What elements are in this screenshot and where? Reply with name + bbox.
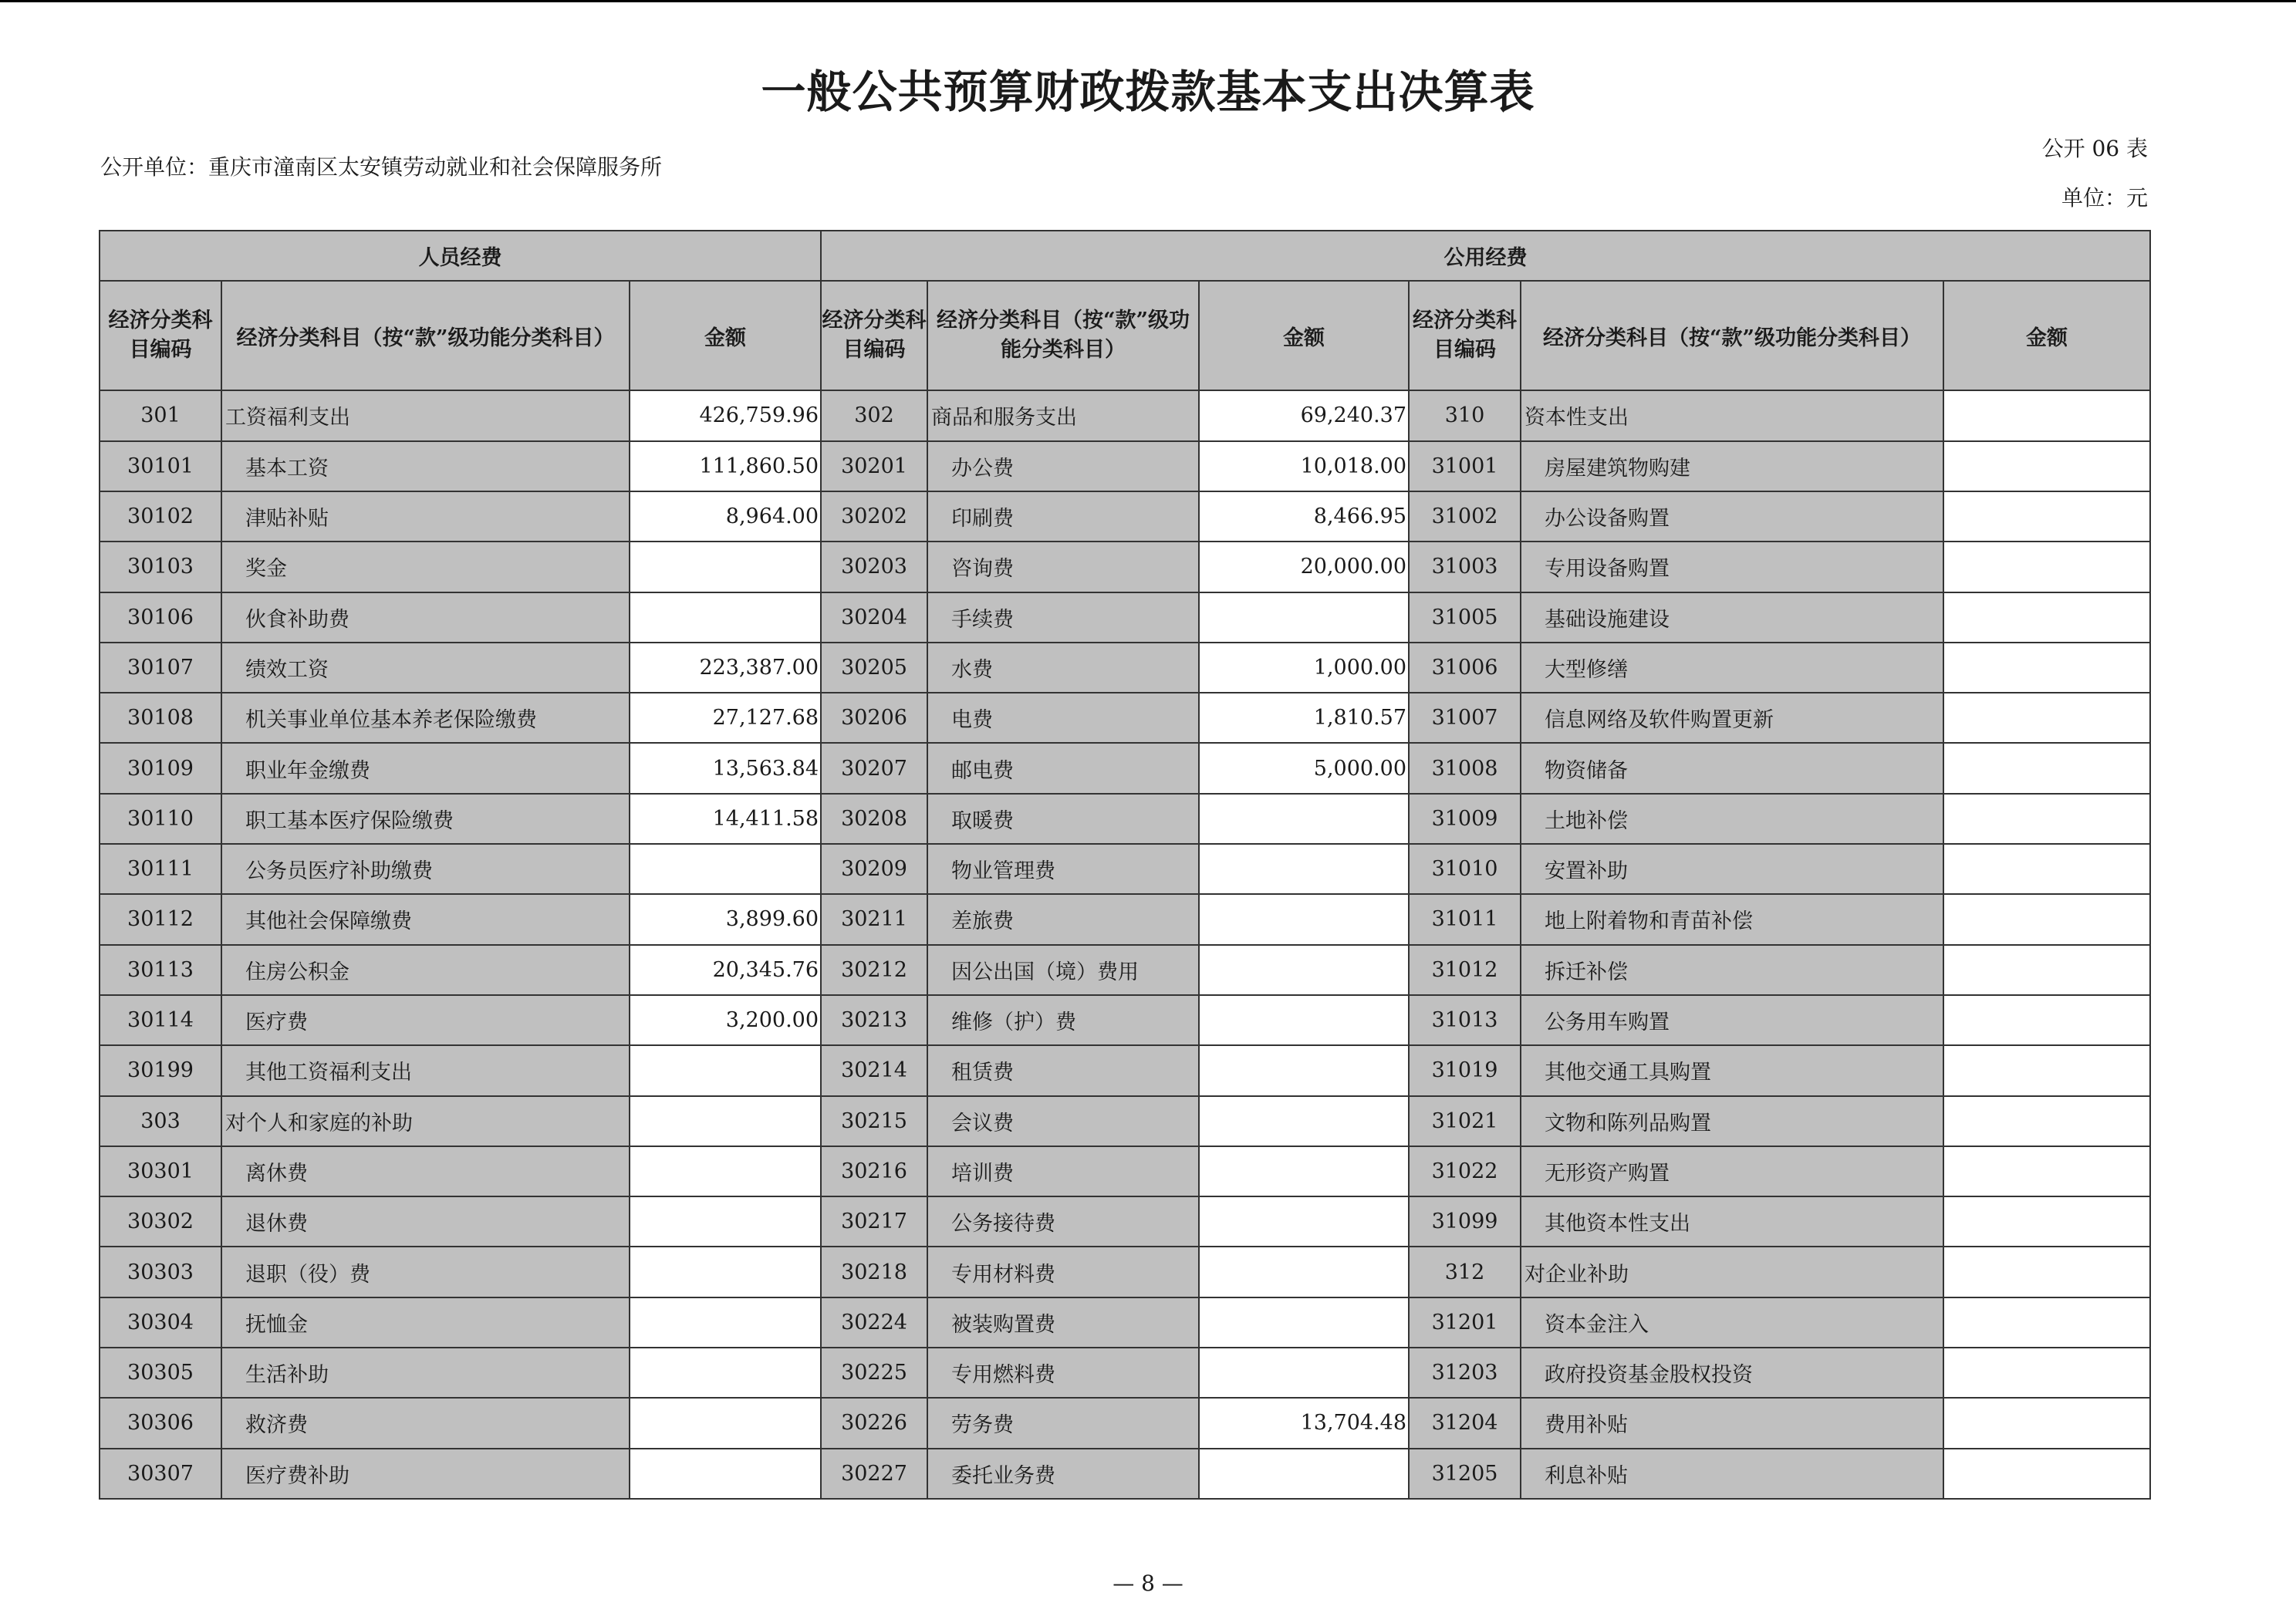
amount-cell: 69,240.37: [1199, 390, 1409, 440]
amount-cell: [1199, 1348, 1409, 1398]
table-row: [100, 995, 2150, 1045]
code-cell: 30107: [100, 643, 221, 693]
name-cell: 公务员医疗补助缴费: [221, 844, 630, 894]
page-title: 一般公共预算财政拨款基本支出决算表: [761, 66, 1535, 118]
amount-cell: 13,704.48: [1199, 1398, 1409, 1448]
name-cell: 基本工资: [221, 441, 630, 491]
table-body: [100, 231, 2150, 1499]
code-cell: 30215: [821, 1096, 927, 1146]
name-cell: 抚恤金: [221, 1297, 630, 1348]
name-cell: 绩效工资: [221, 643, 630, 693]
amount-cell: [1943, 1045, 2150, 1095]
name-cell: 无形资产购置: [1521, 1146, 1943, 1196]
name-cell: 手续费: [927, 592, 1199, 643]
name-cell: 职业年金缴费: [221, 743, 630, 793]
amount-cell: [1943, 794, 2150, 844]
name-cell: 被装购置费: [927, 1297, 1199, 1348]
amount-cell: 27,127.68: [630, 693, 821, 743]
disclosure-unit: 公开单位：重庆市潼南区太安镇劳动就业和社会保障服务所: [100, 154, 663, 180]
code-cell: 31001: [1409, 441, 1521, 491]
code-cell: 30113: [100, 945, 221, 995]
name-cell: 奖金: [221, 542, 630, 592]
code-cell: 30208: [821, 794, 927, 844]
code-column-header: 经济分类科目编码: [821, 281, 927, 390]
name-cell: 培训费: [927, 1146, 1199, 1196]
name-cell: 咨询费: [927, 542, 1199, 592]
name-cell: 办公费: [927, 441, 1199, 491]
amount-column-header: 金额: [1943, 281, 2150, 390]
name-cell: 专用设备购置: [1521, 542, 1943, 592]
name-cell: 对企业补助: [1521, 1247, 1943, 1297]
table-row: [100, 441, 2150, 491]
amount-cell: [1943, 1096, 2150, 1146]
amount-cell: 8,466.95: [1199, 491, 1409, 542]
code-cell: 30211: [821, 894, 927, 944]
amount-cell: 1,810.57: [1199, 693, 1409, 743]
amount-cell: [1943, 945, 2150, 995]
amount-cell: [630, 1096, 821, 1146]
name-cell: 政府投资基金股权投资: [1521, 1348, 1943, 1398]
code-cell: 30206: [821, 693, 927, 743]
name-cell: 其他工资福利支出: [221, 1045, 630, 1095]
code-cell: 31012: [1409, 945, 1521, 995]
code-cell: 30209: [821, 844, 927, 894]
code-cell: 30103: [100, 542, 221, 592]
table-row: [100, 1196, 2150, 1247]
amount-column-header: 金额: [1199, 281, 1409, 390]
header-row-groups: [100, 231, 2150, 281]
amount-cell: [630, 1196, 821, 1247]
name-cell: 水费: [927, 643, 1199, 693]
amount-cell: [1199, 1196, 1409, 1247]
code-cell: 31013: [1409, 995, 1521, 1045]
code-column-header: 经济分类科目编码: [100, 281, 221, 390]
table-row: [100, 542, 2150, 592]
code-column-header: 经济分类科目编码: [1409, 281, 1521, 390]
name-cell: 救济费: [221, 1398, 630, 1448]
amount-cell: [1199, 1096, 1409, 1146]
code-cell: 30109: [100, 743, 221, 793]
code-cell: 30302: [100, 1196, 221, 1247]
amount-cell: [1943, 1348, 2150, 1398]
name-cell: 劳务费: [927, 1398, 1199, 1448]
amount-cell: 426,759.96: [630, 390, 821, 440]
amount-cell: 20,000.00: [1199, 542, 1409, 592]
amount-cell: [1199, 945, 1409, 995]
amount-cell: [1199, 1146, 1409, 1196]
amount-cell: [630, 1449, 821, 1499]
code-cell: 30218: [821, 1247, 927, 1297]
amount-cell: 111,860.50: [630, 441, 821, 491]
amount-cell: [1199, 592, 1409, 643]
name-cell: 工资福利支出: [221, 390, 630, 440]
code-cell: 30212: [821, 945, 927, 995]
amount-cell: [1199, 844, 1409, 894]
code-cell: 31008: [1409, 743, 1521, 793]
name-cell: 信息网络及软件购置更新: [1521, 693, 1943, 743]
code-cell: 301: [100, 390, 221, 440]
code-cell: 31021: [1409, 1096, 1521, 1146]
amount-cell: [1943, 995, 2150, 1045]
name-cell: 委托业务费: [927, 1449, 1199, 1499]
code-cell: 31010: [1409, 844, 1521, 894]
code-cell: 30305: [100, 1348, 221, 1398]
name-cell: 租赁费: [927, 1045, 1199, 1095]
code-cell: 30217: [821, 1196, 927, 1247]
code-cell: 303: [100, 1096, 221, 1146]
name-cell: 医疗费: [221, 995, 630, 1045]
code-cell: 30214: [821, 1045, 927, 1095]
amount-cell: [1943, 1398, 2150, 1448]
code-cell: 31203: [1409, 1348, 1521, 1398]
amount-cell: [1943, 643, 2150, 693]
code-cell: 30112: [100, 894, 221, 944]
public-expense-header: 公用经费: [821, 231, 2150, 281]
code-cell: 31006: [1409, 643, 1521, 693]
code-cell: 31205: [1409, 1449, 1521, 1499]
amount-cell: 10,018.00: [1199, 441, 1409, 491]
name-cell: 公务用车购置: [1521, 995, 1943, 1045]
table-row: [100, 794, 2150, 844]
amount-cell: 5,000.00: [1199, 743, 1409, 793]
name-column-header: 经济分类科目（按“款”级功能分类科目）: [221, 281, 630, 390]
name-cell: 住房公积金: [221, 945, 630, 995]
page-number: — 8 —: [1113, 1571, 1183, 1596]
code-cell: 31099: [1409, 1196, 1521, 1247]
code-cell: 30306: [100, 1398, 221, 1448]
table-row: [100, 1449, 2150, 1499]
name-cell: 离休费: [221, 1146, 630, 1196]
amount-cell: [630, 1247, 821, 1297]
table-row: [100, 491, 2150, 542]
name-cell: 会议费: [927, 1096, 1199, 1146]
amount-cell: 3,899.60: [630, 894, 821, 944]
code-cell: 31005: [1409, 592, 1521, 643]
amount-cell: [1199, 1449, 1409, 1499]
code-cell: 30106: [100, 592, 221, 643]
amount-cell: [630, 844, 821, 894]
amount-cell: 1,000.00: [1199, 643, 1409, 693]
amount-cell: [1943, 743, 2150, 793]
name-cell: 专用材料费: [927, 1247, 1199, 1297]
name-cell: 取暖费: [927, 794, 1199, 844]
code-cell: 30204: [821, 592, 927, 643]
code-cell: 31009: [1409, 794, 1521, 844]
amount-cell: [630, 592, 821, 643]
name-cell: 其他社会保障缴费: [221, 894, 630, 944]
name-cell: 维修（护）费: [927, 995, 1199, 1045]
code-cell: 30101: [100, 441, 221, 491]
amount-cell: 13,563.84: [630, 743, 821, 793]
code-cell: 30225: [821, 1348, 927, 1398]
code-cell: 30202: [821, 491, 927, 542]
name-cell: 公务接待费: [927, 1196, 1199, 1247]
amount-cell: [630, 1398, 821, 1448]
name-cell: 其他交通工具购置: [1521, 1045, 1943, 1095]
name-cell: 医疗费补助: [221, 1449, 630, 1499]
table-row: [100, 1297, 2150, 1348]
amount-cell: [1199, 995, 1409, 1045]
code-cell: 31019: [1409, 1045, 1521, 1095]
table-row: [100, 1096, 2150, 1146]
amount-cell: [1943, 441, 2150, 491]
code-cell: 30307: [100, 1449, 221, 1499]
name-cell: 机关事业单位基本养老保险缴费: [221, 693, 630, 743]
name-cell: 职工基本医疗保险缴费: [221, 794, 630, 844]
amount-column-header: 金额: [630, 281, 821, 390]
name-cell: 利息补贴: [1521, 1449, 1943, 1499]
amount-cell: [1199, 794, 1409, 844]
amount-cell: [1943, 491, 2150, 542]
code-cell: 31204: [1409, 1398, 1521, 1448]
table-row: [100, 643, 2150, 693]
code-cell: 30110: [100, 794, 221, 844]
amount-cell: [630, 1146, 821, 1196]
amount-cell: [1943, 1247, 2150, 1297]
code-cell: 30205: [821, 643, 927, 693]
amount-cell: 8,964.00: [630, 491, 821, 542]
code-cell: 30303: [100, 1247, 221, 1297]
code-cell: 30114: [100, 995, 221, 1045]
code-cell: 31011: [1409, 894, 1521, 944]
table-row: [100, 1247, 2150, 1297]
code-cell: 30227: [821, 1449, 927, 1499]
amount-cell: [1199, 894, 1409, 944]
form-number: 公开 06 表: [2041, 136, 2148, 161]
name-cell: 津贴补贴: [221, 491, 630, 542]
amount-cell: [630, 1045, 821, 1095]
name-cell: 专用燃料费: [927, 1348, 1199, 1398]
name-cell: 资本金注入: [1521, 1297, 1943, 1348]
code-cell: 31007: [1409, 693, 1521, 743]
name-cell: 伙食补助费: [221, 592, 630, 643]
table-row: [100, 894, 2150, 944]
name-cell: 退休费: [221, 1196, 630, 1247]
table-row: [100, 1045, 2150, 1095]
header-row-columns: [100, 281, 2150, 390]
code-cell: 30199: [100, 1045, 221, 1095]
code-cell: 30301: [100, 1146, 221, 1196]
amount-cell: 14,411.58: [630, 794, 821, 844]
name-cell: 地上附着物和青苗补偿: [1521, 894, 1943, 944]
table-row: [100, 1348, 2150, 1398]
name-cell: 对个人和家庭的补助: [221, 1096, 630, 1146]
amount-cell: [1943, 542, 2150, 592]
code-cell: 30201: [821, 441, 927, 491]
code-cell: 30216: [821, 1146, 927, 1196]
code-cell: 30213: [821, 995, 927, 1045]
code-cell: 30111: [100, 844, 221, 894]
name-cell: 差旅费: [927, 894, 1199, 944]
code-cell: 30304: [100, 1297, 221, 1348]
table-row: [100, 1146, 2150, 1196]
name-cell: 物业管理费: [927, 844, 1199, 894]
amount-cell: [1943, 592, 2150, 643]
code-cell: 302: [821, 390, 927, 440]
expenditure-table: [99, 230, 2151, 1500]
name-column-header: 经济分类科目（按“款”级功能分类科目）: [1521, 281, 1943, 390]
name-cell: 土地补偿: [1521, 794, 1943, 844]
name-cell: 拆迁补偿: [1521, 945, 1943, 995]
amount-cell: [1943, 390, 2150, 440]
code-cell: 31201: [1409, 1297, 1521, 1348]
table-row: [100, 844, 2150, 894]
amount-cell: [1943, 1196, 2150, 1247]
code-cell: 312: [1409, 1247, 1521, 1297]
amount-cell: [630, 1297, 821, 1348]
amount-cell: [1943, 1146, 2150, 1196]
amount-cell: [1943, 894, 2150, 944]
name-cell: 办公设备购置: [1521, 491, 1943, 542]
amount-cell: 3,200.00: [630, 995, 821, 1045]
name-cell: 电费: [927, 693, 1199, 743]
table-row: [100, 945, 2150, 995]
amount-cell: [630, 1348, 821, 1398]
amount-cell: 223,387.00: [630, 643, 821, 693]
code-cell: 31022: [1409, 1146, 1521, 1196]
code-cell: 30203: [821, 542, 927, 592]
amount-cell: [1943, 693, 2150, 743]
name-cell: 退职（役）费: [221, 1247, 630, 1297]
table-row: [100, 1398, 2150, 1448]
top-border-line: [0, 0, 2296, 2]
name-column-header: 经济分类科目（按“款”级功能分类科目）: [927, 281, 1199, 390]
code-cell: 31002: [1409, 491, 1521, 542]
amount-cell: [630, 542, 821, 592]
amount-cell: [1943, 844, 2150, 894]
code-cell: 30224: [821, 1297, 927, 1348]
name-cell: 邮电费: [927, 743, 1199, 793]
name-cell: 费用补贴: [1521, 1398, 1943, 1448]
name-cell: 其他资本性支出: [1521, 1196, 1943, 1247]
code-cell: 30108: [100, 693, 221, 743]
name-cell: 生活补助: [221, 1348, 630, 1398]
table-row: [100, 743, 2150, 793]
code-cell: 30207: [821, 743, 927, 793]
name-cell: 大型修缮: [1521, 643, 1943, 693]
name-cell: 基础设施建设: [1521, 592, 1943, 643]
name-cell: 商品和服务支出: [927, 390, 1199, 440]
amount-cell: [1199, 1045, 1409, 1095]
name-cell: 印刷费: [927, 491, 1199, 542]
name-cell: 房屋建筑物购建: [1521, 441, 1943, 491]
amount-cell: [1943, 1297, 2150, 1348]
currency-unit: 单位：元: [2061, 185, 2148, 211]
table-row: [100, 592, 2150, 643]
personnel-expense-header: 人员经费: [100, 231, 821, 281]
name-cell: 文物和陈列品购置: [1521, 1096, 1943, 1146]
amount-cell: [1943, 1449, 2150, 1499]
name-cell: 资本性支出: [1521, 390, 1943, 440]
name-cell: 物资储备: [1521, 743, 1943, 793]
code-cell: 30102: [100, 491, 221, 542]
code-cell: 30226: [821, 1398, 927, 1448]
table-row: [100, 390, 2150, 440]
amount-cell: 20,345.76: [630, 945, 821, 995]
name-cell: 因公出国（境）费用: [927, 945, 1199, 995]
amount-cell: [1199, 1297, 1409, 1348]
amount-cell: [1199, 1247, 1409, 1297]
code-cell: 31003: [1409, 542, 1521, 592]
table-row: [100, 693, 2150, 743]
code-cell: 310: [1409, 390, 1521, 440]
name-cell: 安置补助: [1521, 844, 1943, 894]
